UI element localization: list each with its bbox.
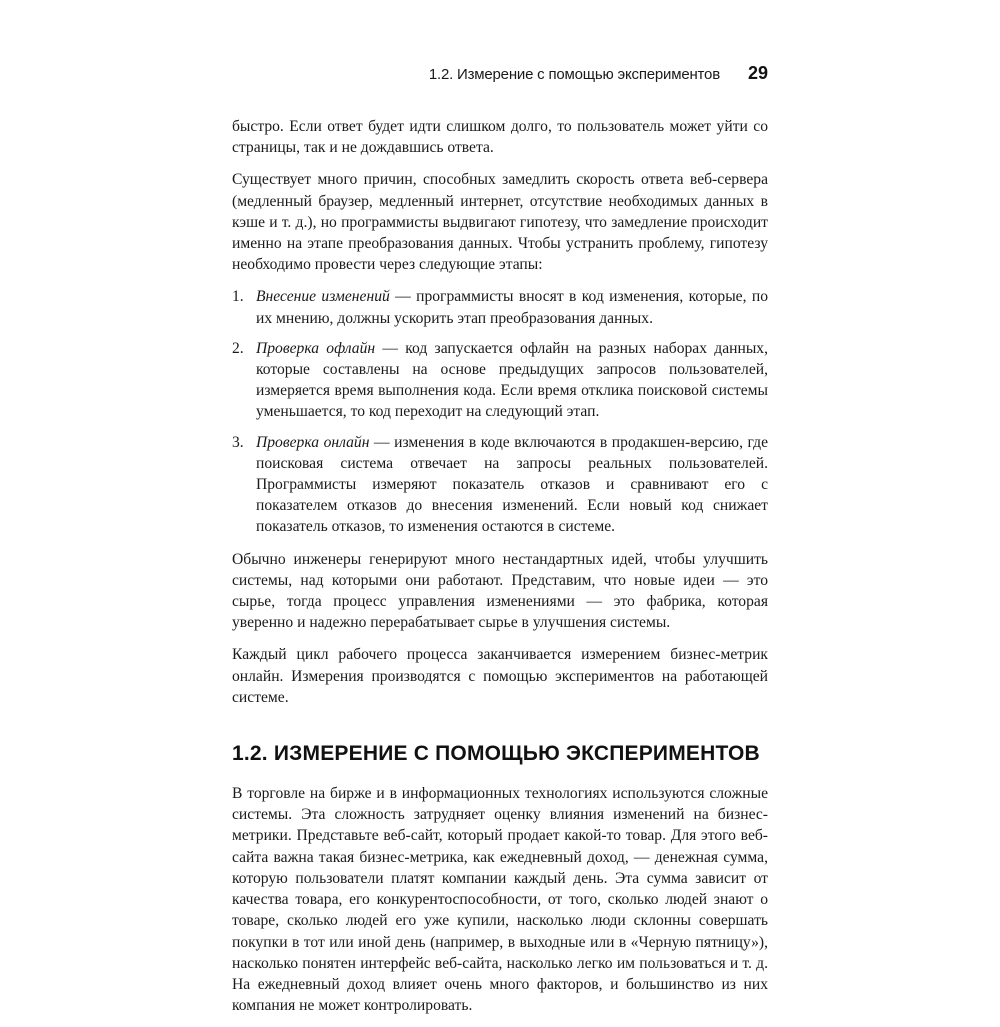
step-number: 1. (232, 288, 244, 306)
step-item-2 (232, 338, 768, 423)
step-text: — программисты вносят в код изменения, которые, по их мнению, должны ускорить этап преобразования данных. (256, 288, 768, 327)
running-title: 1.2. Измерение с помощью экспериментов (428, 66, 720, 83)
paragraph-continuation: быстро. Если ответ будет идти слишком долго, то пользователь может уйти со страницы, так и не дождавшись ответа. (232, 118, 768, 157)
running-header (232, 63, 768, 87)
step-number: 2. (232, 339, 244, 357)
step-text: — изменения в коде включаются в продакшен-версию, где поисковая система отвечает на запросы реальных пользователей. Программисты измеряют показатель отказов и сравнивают его с показателем отказов до внесения изменений. Если новый код снижает показатель отказов, то изменения остаются в системе. (256, 433, 768, 536)
step-term: Проверка офлайн (256, 339, 376, 357)
steps-list (232, 286, 768, 537)
section-paragraph: В торговле на бирже и в информационных технологиях используются сложные системы. Эта сложность затрудняет оценку влияния изменений на бизнес-метрики. Представьте веб-сайт, который продает какой-то товар. Для этого веб-сайта важна такая бизнес-метрика, как ежедневный доход, — денежная сумма, которую пользователи платят компании каждый день. Эта сумма зависит от качества товара, его конкурентоспособности, от того, сколько людей знают о товаре, сколько людей его уже купили, насколько люди склонны совершать покупки в тот или иной день (например, в выходные или в «Черную пятницу»), насколько понятен интерфейс веб-сайта, насколько легко им пользоваться и т. д. На ежедневный доход влияет очень много факторов, и большинство из них компания не может контролировать. (232, 785, 768, 1015)
step-item-1 (232, 286, 768, 328)
section-heading: 1.2. ИЗМЕРЕНИЕ С ПОМОЩЬЮ ЭКСПЕРИМЕНТОВ (232, 742, 760, 766)
step-text: — код запускается офлайн на разных наборах данных, которые составлены на основе предыдущих запросов пользователей, измеряется время выполнения кода. Если время отклика поисковой системы уменьшается, то код переходит на следующий этап. (256, 339, 768, 421)
step-term: Внесение изменений (256, 288, 390, 306)
step-item-3 (232, 432, 768, 538)
paragraph-cycle: Каждый цикл рабочего процесса заканчивается измерением бизнес-метрик онлайн. Измерения производятся с помощью экспериментов на работающей системе. (232, 646, 768, 706)
step-number: 3. (232, 433, 244, 451)
step-term: Проверка онлайн (256, 433, 370, 451)
page-body (232, 116, 768, 1027)
paragraph-ideas: Обычно инженеры генерируют много нестандартных идей, чтобы улучшить системы, над которыми они работают. Представим, что новые идеи — это сырье, тогда процесс управления изменениями — это фабрика, которая уверенно и надежно перерабатывает сырье в улучшения системы. (232, 550, 768, 632)
page-number: 29 (747, 63, 768, 83)
paragraph-causes: Существует много причин, способных замедлить скорость ответа веб-сервера (медленный браузер, медленный интернет, отсутствие необходимых данных в кэше и т. д.), но программисты выдвигают гипотезу, что замедление происходит именно на этапе преобразования данных. Чтобы устранить проблему, гипотезу необходимо провести через следующие этапы: (232, 171, 768, 274)
